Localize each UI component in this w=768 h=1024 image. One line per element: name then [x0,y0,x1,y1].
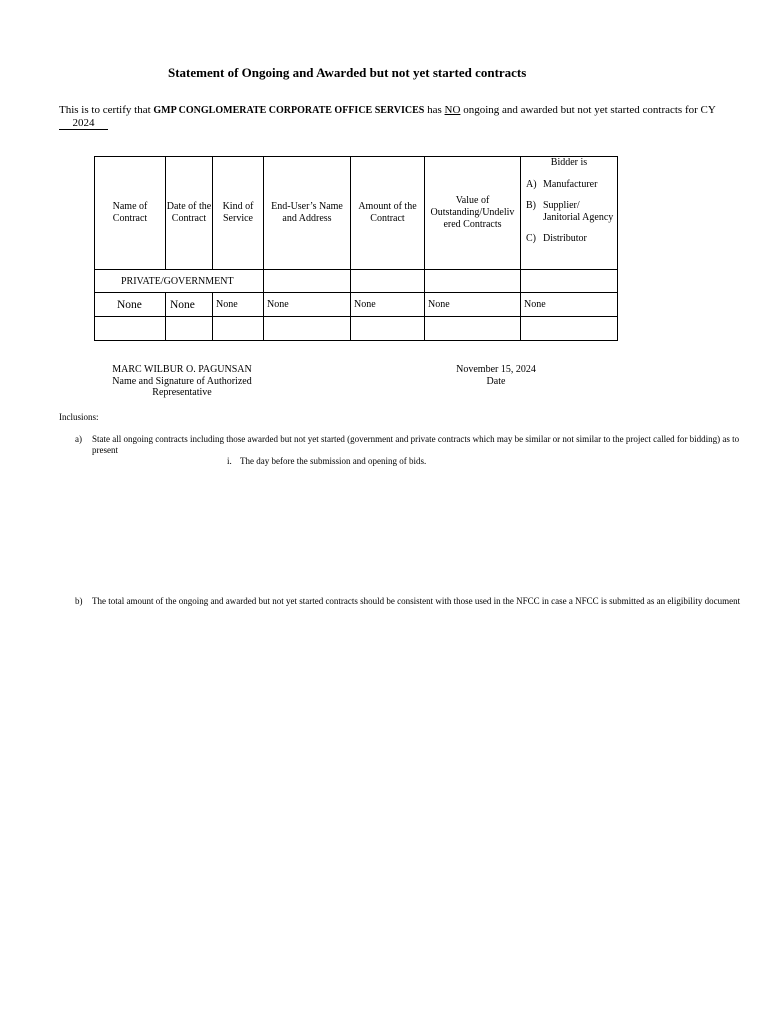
inclusions-heading: Inclusions: [59,412,99,422]
header-date-of-contract: Date of the Contract [166,157,213,270]
bidder-option-letter: A) [526,179,537,190]
inclusion-item-b [75,596,765,606]
item-label: a) [75,434,82,444]
signatory-block [108,364,256,399]
bidder-option-letter: B) [526,200,536,211]
company-name: GMP CONGLOMERATE CORPORATE OFFICE SERVICES [153,105,425,116]
table-cell [166,293,213,317]
certification-year: 2024 [59,117,108,130]
bidder-is-title: Bidder is [550,157,588,168]
bidder-option [526,179,617,191]
cell-value: None [170,298,195,311]
certification-has: has [424,104,445,116]
bidder-option-text: Manufacturer [543,179,598,190]
table-header-row [95,157,618,270]
header-kind-of-service: Kind of Service [213,157,264,270]
table-cell [351,270,425,293]
item-label: b) [75,596,83,606]
table-cell [95,317,166,341]
signatory-name: MARC WILBUR O. PAGUNSAN [112,364,252,375]
item-label: i. [227,456,232,466]
certification-no: NO [444,104,461,116]
inclusion-item-a [75,434,753,456]
certification-statement [59,104,716,116]
signatory-caption: Name and Signature of Authorized Representative [112,375,252,398]
bidder-option-text: Supplier/ Janitorial Agency [543,200,614,223]
header-bidder-is [521,157,618,270]
sector-row [95,270,618,293]
contracts-table [94,156,618,341]
table-cell [521,293,618,317]
bidder-option [526,233,617,245]
cell-value: None [428,299,450,310]
table-cell [264,317,351,341]
bidder-option-letter: C) [526,233,536,244]
table-cell [264,270,351,293]
table-cell [425,270,521,293]
item-text: State all ongoing contracts including those awarded but not yet started (government and private contracts which may be similar or not similar to the project called for bidding) as to present [92,434,740,455]
table-cell [213,317,264,341]
sector-label: PRIVATE/GOVERNMENT [95,270,264,293]
inclusion-sub-item-i [227,456,426,466]
cell-value: None [354,299,376,310]
date-caption: Date [486,375,506,387]
cell-value: None [267,299,289,310]
table-cell [351,317,425,341]
table-cell [425,317,521,341]
table-cell [213,293,264,317]
table-row [95,293,618,317]
header-amount: Amount of the Contract [351,157,425,270]
table-row [95,317,618,341]
table-cell [351,293,425,317]
document-title: Statement of Ongoing and Awarded but not yet started contracts [168,65,527,80]
table-cell [264,293,351,317]
table-cell [521,270,618,293]
table-cell [95,293,166,317]
date-value: November 15, 2024 [456,364,536,375]
cell-value: None [216,299,238,310]
item-text: The total amount of the ongoing and awarded but not yet started contracts should be consistent with those used in the NFCC in case a NFCC is submitted as an eligibility document [92,596,741,606]
header-value-outstanding: Value of Outstanding/Undeliv ered Contracts [425,157,521,270]
table-cell [425,293,521,317]
item-text: The day before the submission and opening of bids. [240,456,427,466]
table-cell [521,317,618,341]
date-block [446,364,546,387]
bidder-option-text: Distributor [543,233,587,244]
cell-value: None [524,299,546,310]
certification-prefix: This is to certify that [59,104,154,116]
header-end-user: End-User’s Name and Address [264,157,351,270]
certification-suffix: ongoing and awarded but not yet started contracts for CY [460,104,716,116]
table-cell [166,317,213,341]
cell-value: None [117,298,142,311]
header-name-of-contract: Name of Contract [95,157,166,270]
bidder-option [526,200,617,224]
